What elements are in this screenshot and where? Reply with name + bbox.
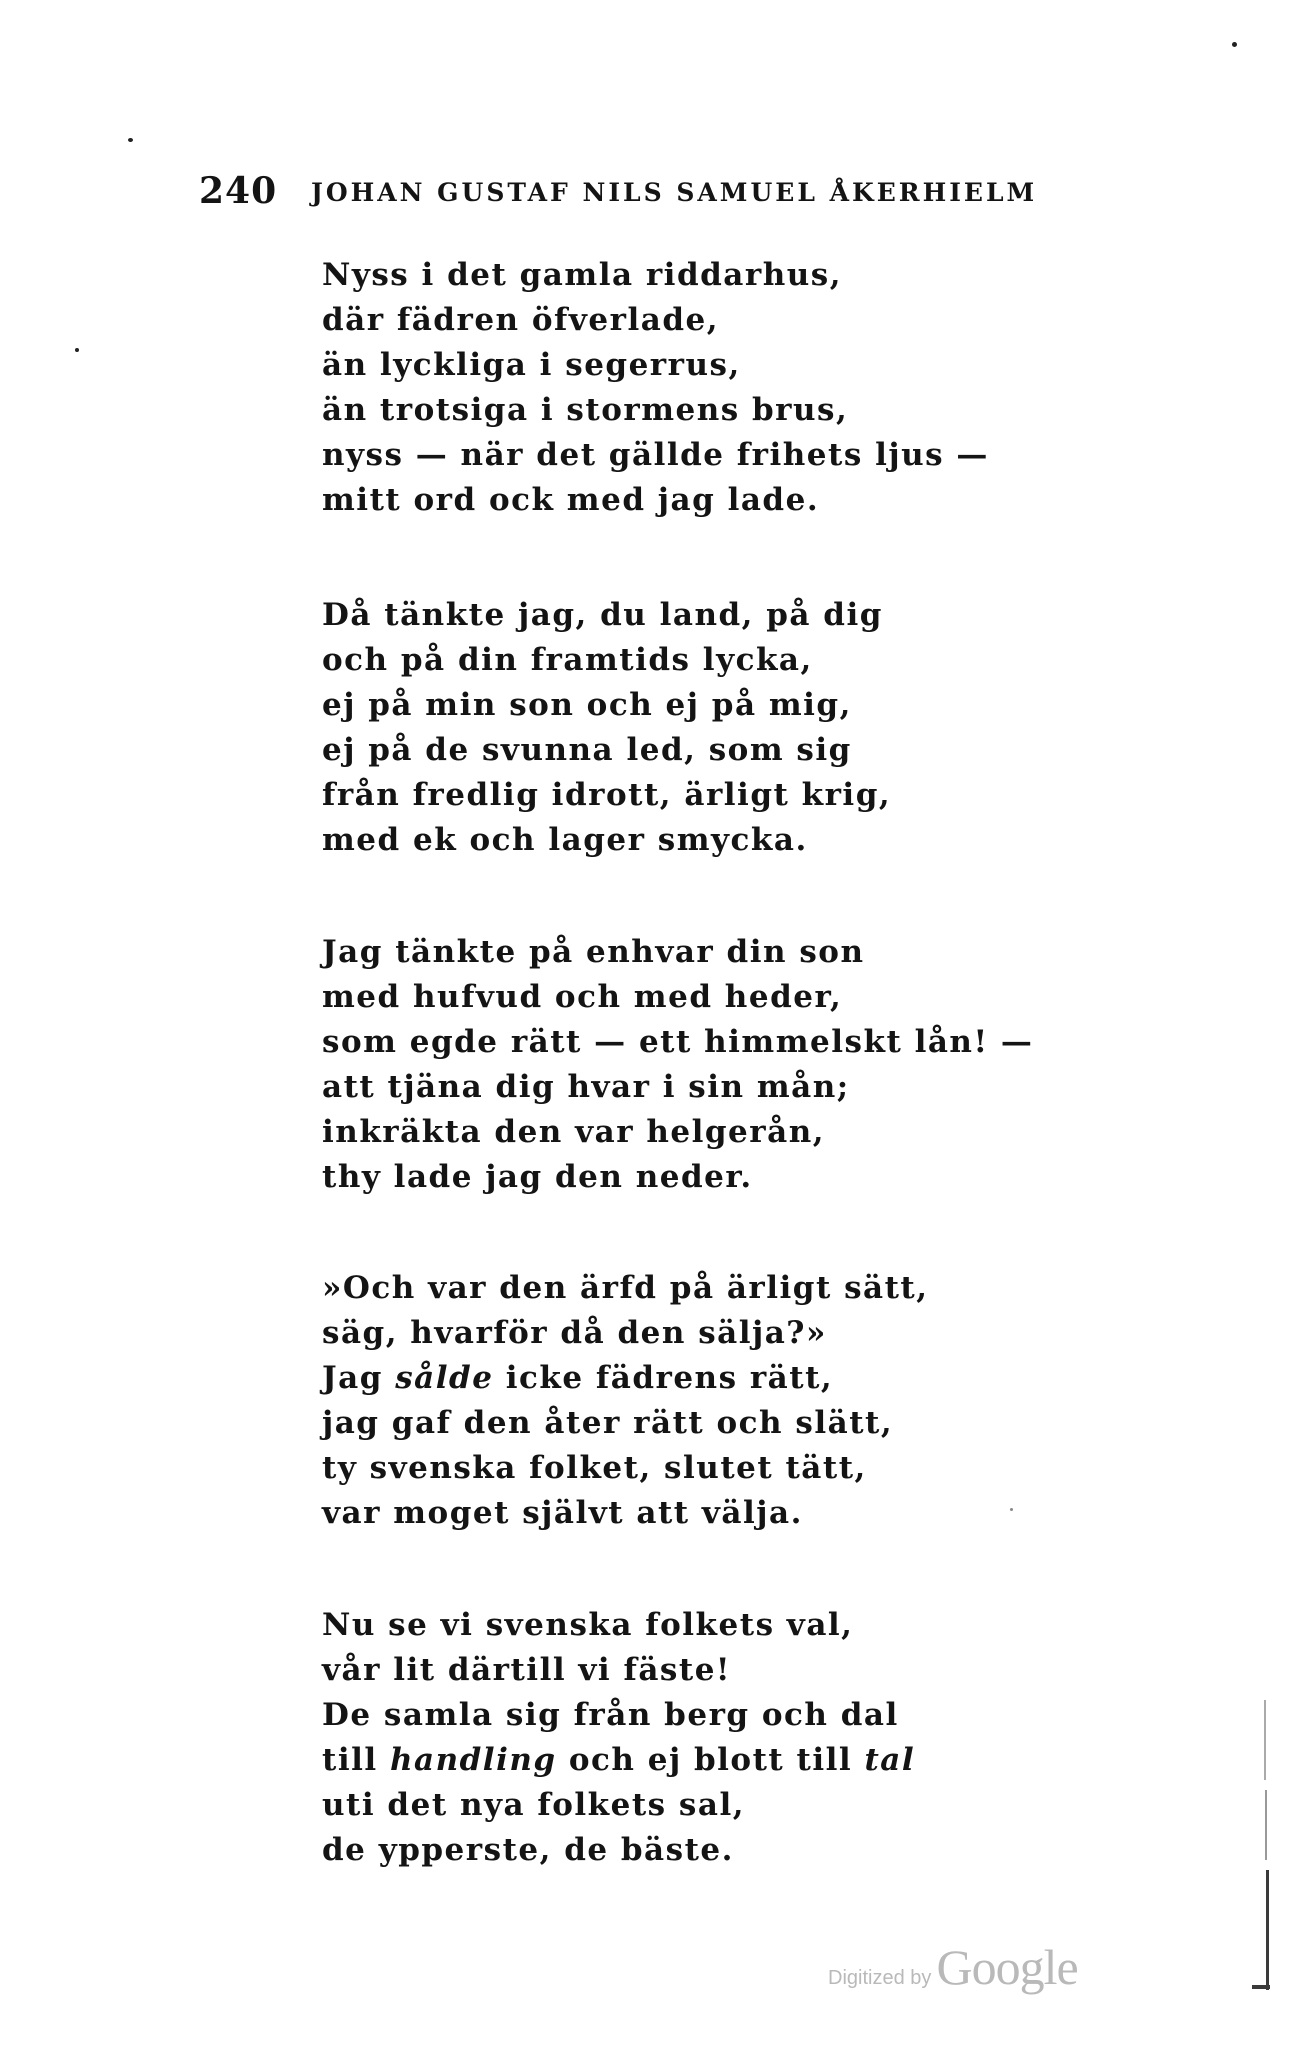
verse-line: med ek och lager smycka. xyxy=(322,822,808,858)
verse-line: Då tänkte jag, du land, på dig xyxy=(322,597,883,633)
verse-line: från fredlig idrott, ärligt krig, xyxy=(322,777,892,813)
page-edge-line xyxy=(1266,1870,1269,1990)
verse-line: var moget självt att välja. xyxy=(322,1495,803,1531)
verse-line: säg, hvarför då den sälja?» xyxy=(322,1315,827,1351)
stanza-2 xyxy=(322,593,891,863)
scan-speck xyxy=(128,138,133,142)
verse-line: uti det nya folkets sal, xyxy=(322,1787,746,1823)
scan-speck xyxy=(1232,42,1237,47)
watermark-prefix: Digitized by xyxy=(828,1967,932,1989)
verse-line: nyss — när det gällde frihets ljus — xyxy=(322,437,989,473)
verse-line: mitt ord ock med jag lade. xyxy=(322,482,820,518)
verse-line: De samla sig från berg och dal xyxy=(322,1697,899,1733)
emphasized-word: tal xyxy=(864,1742,916,1778)
verse-line: vår lit därtill vi fäste! xyxy=(322,1652,732,1688)
emphasized-word: sålde xyxy=(395,1360,494,1396)
page-number: 240 xyxy=(199,170,278,212)
emphasized-word: handling xyxy=(389,1742,557,1778)
verse-line: som egde rätt — ett himmelskt lån! — xyxy=(322,1024,1034,1060)
verse-text: Jag xyxy=(322,1360,396,1396)
verse-line: »Och var den ärfd på ärligt sätt, xyxy=(322,1270,929,1306)
verse-line: inkräkta den var helgerån, xyxy=(322,1114,826,1150)
verse-text: icke fädrens rätt, xyxy=(493,1360,834,1396)
stanza-5 xyxy=(322,1603,915,1873)
verse-line xyxy=(322,1356,929,1401)
stanza-3 xyxy=(322,930,1033,1200)
verse-line: thy lade jag den neder. xyxy=(322,1159,753,1195)
verse-line: att tjäna dig hvar i sin mån; xyxy=(322,1069,850,1105)
verse-line: ej på de svunna led, som sig xyxy=(322,732,852,768)
watermark-brand: Google xyxy=(936,1939,1078,1995)
verse-line: Jag tänkte på enhvar din son xyxy=(322,934,865,970)
verse-line: jag gaf den åter rätt och slätt, xyxy=(322,1405,894,1441)
scan-speck xyxy=(1010,1508,1013,1511)
scan-speck xyxy=(75,348,79,352)
verse-line: Nu se vi svenska folkets val, xyxy=(322,1607,854,1643)
page-edge-line xyxy=(1252,1985,1270,1989)
verse-line xyxy=(322,1738,915,1783)
page-edge-line xyxy=(1265,1790,1267,1860)
digitized-watermark xyxy=(828,1938,1078,1996)
page-edge-line xyxy=(1264,1700,1266,1780)
verse-line: ej på min son och ej på mig, xyxy=(322,687,852,723)
page-header xyxy=(199,170,1079,210)
verse-line: än lyckliga i segerrus, xyxy=(322,347,741,383)
stanza-1 xyxy=(322,253,989,523)
verse-text: till xyxy=(322,1742,390,1778)
verse-line: än trotsiga i stormens brus, xyxy=(322,392,849,428)
verse-line: Nyss i det gamla riddarhus, xyxy=(322,257,843,293)
verse-line: där fädren öfverlade, xyxy=(322,302,720,338)
verse-line: med hufvud och med heder, xyxy=(322,979,843,1015)
verse-line: och på din framtids lycka, xyxy=(322,642,813,678)
running-head: JOHAN GUSTAF NILS SAMUEL ÅKERHIELM xyxy=(311,178,1038,207)
verse-line: de ypperste, de bäste. xyxy=(322,1832,734,1868)
stanza-4 xyxy=(322,1266,929,1536)
verse-line: ty svenska folket, slutet tätt, xyxy=(322,1450,867,1486)
verse-text: och ej blott till xyxy=(556,1742,865,1778)
